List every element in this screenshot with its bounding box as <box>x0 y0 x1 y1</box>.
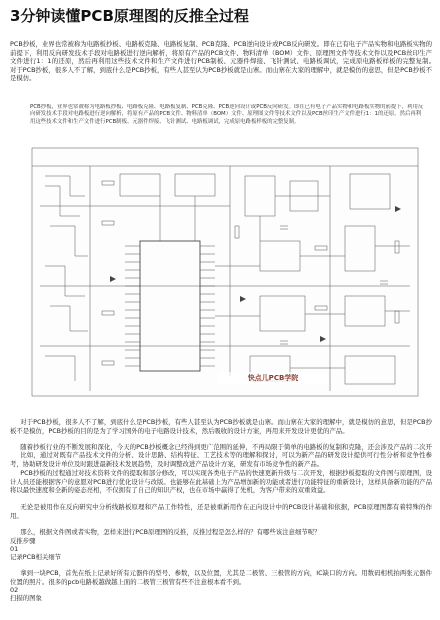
body-paragraph-3: 比如，通过对既有产品技术文件的分析、设计思路、结构特征、工艺技术等的理解和探讨，可以为新产品的研发设计提供可行性分析和竞争性参考，协助研发设计单位及时跟进最新技术发展趋势，及时调整改进产品设计方案，研发有市场竞争性的新产品。 <box>10 451 432 468</box>
steps-heading: 反推步骤 <box>10 537 36 545</box>
inset-paragraph: PCB抄板，业界也常被称为电路板抄板、电路板克隆、电路板复制、PCB克隆、PCB逆向设计或PCB反向研发。即在已有电子产品实物和电路板实物的前提下，利用反向研发技术手段对电路板进行逆向解析，将原有产品的PCB文件、物料清单（BOM）文件、原理图文件等技术文件以及PCB丝印生产文件进行1：1的还原。然后再利用这些技术文件和生产文件进行PCB制板、元器件焊接、飞针测试、电路板调试，完成原电路板样板的完整复制。 <box>30 104 424 125</box>
body-paragraph-5: 无论是被用作在反向研究中分析线路板原理和产品工作特性，还是被重新用作在正向设计中的PCB设计基础和依据，PCB原理图都有着特殊的作用。 <box>10 503 432 520</box>
body-paragraph-4: PCB抄板的过程通过对技术资料文件的提取和部分修改，可以实现各类电子产品的快速更新升级与二次开发，根据抄板提取的文件图与原理图，设计人员还能根据客户的意愿对PCB进行优化设计与改版。也能够在此基础上为产品增加新的功能或者进行功能特征的重新设计，这样具备新功能的产品将以最快速度和全新的姿态亮相，不仅拥有了自己的知识产权，也在市场中赢得了先机，为客户带来的双重效益。 <box>10 469 432 495</box>
body-paragraph-2: 随着抄板行业的不断发展和深化，今天的PCB抄板概念已经得到更广范围的延伸，不再局限于简单的电路板的复制和克隆，还会涉及产品的二次开 <box>20 443 432 451</box>
step-2-number: 02 <box>10 586 19 594</box>
schematic-watermark: 快点儿PCB学院 <box>218 372 328 384</box>
step-1-number: 01 <box>10 545 19 553</box>
page-title: 3分钟读懂PCB原理图的反推全过程 <box>10 7 249 25</box>
intro-paragraph: PCB抄板，业界也常被称为电路板抄板、电路板克隆、电路板复制、PCB克隆、PCB逆向设计或PCB反向研发。即在已有电子产品实物和电路板实物的前提下，利用反向研发技术手段对电路板进行逆向解析，将原有产品的PCB文件、物料清单（BOM）文件、原理图文件等技术文件以及PCB丝印生产文件进行1：1的还原，然后再利用这些技术文件和生产文件进行PCB制板、元器件焊接、飞针测试、电路板调试，完成原电路板样板的完整复制。 对于PCB抄板，很多人不了解，到底什么是PCB抄板，有些人甚至认为PCB抄板就是山寨。而山寨在大家的理解中，就是模仿的意思，但是PCB抄板不是模仿。 <box>10 40 432 83</box>
body-paragraph-6: 那么，根据文件图或者实物，怎样来进行PCB原理图的反推，反推过程是怎么样的？有哪些该注意细节呢？ <box>20 528 321 536</box>
circuit-schematic-image <box>30 146 420 398</box>
step-1-text: 拿到一块PCB，首先在纸上记录好所有元器件的型号、参数，以及位置，尤其是二极管、三极管的方向，IC缺口的方向。用数码相机拍两张元器件位置的照片。很多的pcb电路板越做越上面的二极管三极管有些不注意根本看不到。 <box>10 569 432 586</box>
body-paragraph-1: 对于PCB抄板，很多人不了解，到底什么是PCB抄板，有些人甚至认为PCB抄板就是山寨。而山寨在大家的理解中，就是模仿的意思，但是PCB抄板不是模仿，PCB抄板的目的是为了学习国外的电子电路设计技术，然后吸收的设计方案，再用来开发设计更优的产品。 <box>10 418 432 435</box>
step-2-title: 扫描的图象 <box>10 594 42 602</box>
step-1-title: 记录PCB相关细节 <box>10 553 62 561</box>
